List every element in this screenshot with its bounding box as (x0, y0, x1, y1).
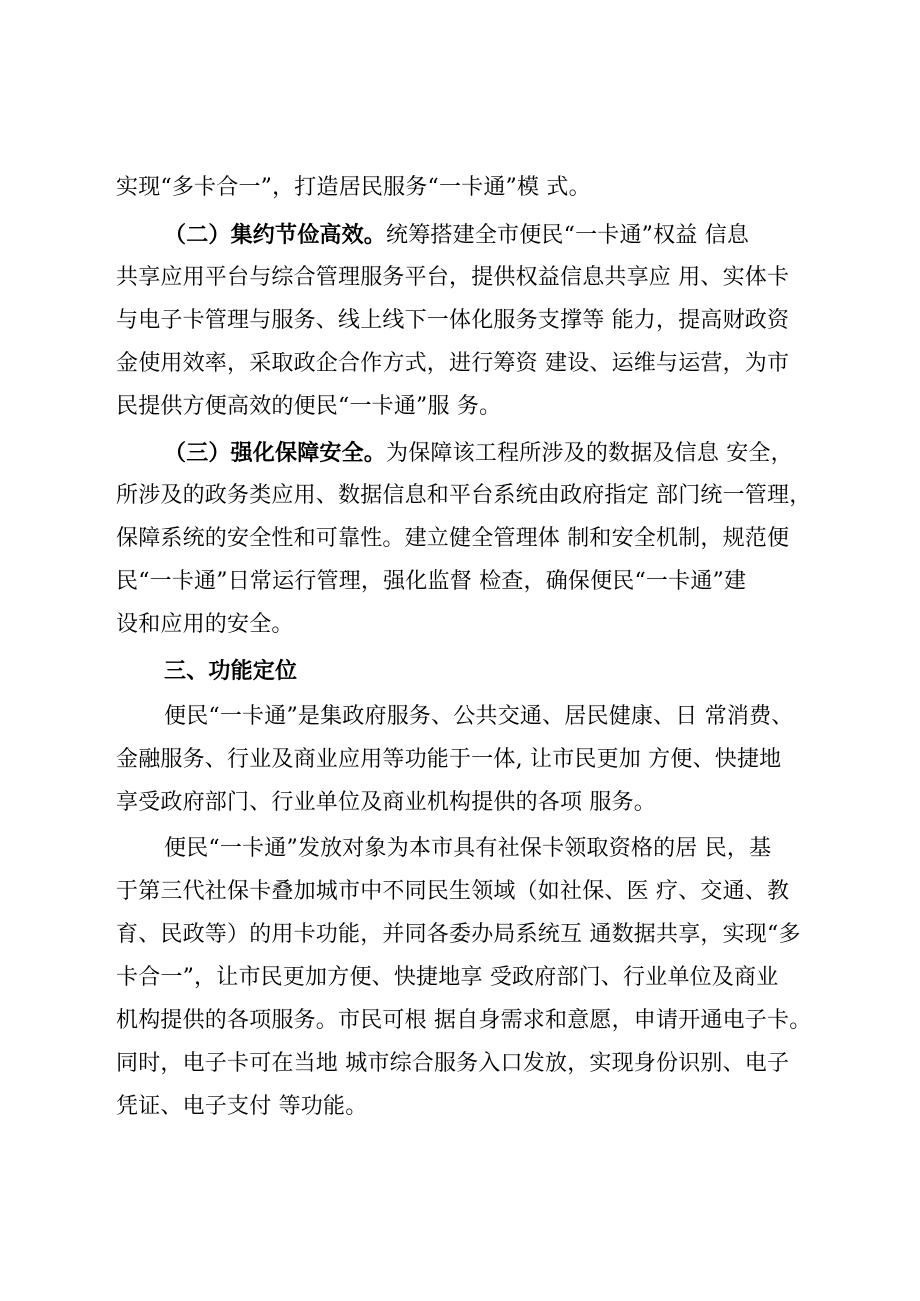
paragraph-5-line-7: 凭证、电子支付 等功能。 (116, 1094, 368, 1119)
paragraph-4-line-2: 金融服务、行业及商业应用等功能于一体, 让市民更加 方便、快捷地 (116, 747, 782, 772)
paragraph-2-line-3: 与电子卡管理与服务、线上线下一体化服务支撑等 能力，提高财政资 (116, 308, 790, 333)
paragraph-3-line-3: 保障系统的安全性和可靠性。建立健全管理体 制和安全机制，规范便 (116, 526, 790, 551)
paragraph-2-lead-in: （二）集约节俭高效。 (164, 222, 387, 248)
paragraph-3-line-1-rest: 为保障该工程所涉及的数据及信息 安全， (386, 441, 793, 466)
paragraph-5-line-2: 于第三代社保卡叠加城市中不同民生领域（如社保、医 疗、交通、教 (116, 879, 790, 904)
paragraph-2-line-1 (164, 220, 749, 250)
paragraph-3-line-5: 设和应用的安全。 (116, 612, 294, 637)
paragraph-5-line-6: 同时，电子卡可在当地 城市综合服务入口发放，实现身份识别、电子 (116, 1051, 790, 1076)
paragraph-2-line-4: 金使用效率，采取政企合作方式，进行筹资 建设、运维与运营，为市 (116, 351, 790, 376)
paragraph-2-line-1-rest: 统筹搭建全市便民“一卡通”权益 信息 (386, 223, 750, 248)
paragraph-3-line-1 (164, 438, 793, 468)
paragraph-3-lead-in: （三）强化保障安全。 (164, 440, 387, 466)
section-heading: 三、功能定位 (164, 658, 298, 684)
paragraph-5-line-4: 卡合一”，让市民更加方便、快捷地享 受政府部门、行业单位及商业 (116, 965, 779, 990)
paragraph-5-line-3: 育、民政等）的用卡功能，并同各委办局系统互 通数据共享，实现“多 (116, 922, 801, 947)
paragraph-5-line-5: 机构提供的各项服务。市民可根 据自身需求和意愿，申请开通电子卡。 (116, 1008, 812, 1033)
paragraph-3-line-2: 所涉及的政务类应用、数据信息和平台系统由政府指定 部门统一管理， (116, 483, 812, 508)
paragraph-2-line-2: 共享应用平台与综合管理服务平台，提供权益信息共享应 用、实体卡 (116, 265, 790, 290)
paragraph-4-line-1: 便民“一卡通”是集政府服务、公共交通、居民健康、日 常消费、 (164, 704, 794, 729)
paragraph-2-line-5: 民提供方便高效的便民“一卡通”服 务。 (116, 394, 502, 419)
paragraph-4-line-3: 享受政府部门、行业单位及商业机构提供的各项 服务。 (116, 790, 656, 815)
paragraph-3-line-4: 民“一卡通”日常运行管理，强化监督 检查，确保便民“一卡通”建 (116, 569, 747, 594)
paragraph-5-line-1: 便民“一卡通”发放对象为本市具有社保卡领取资格的居 民，基 (164, 836, 772, 861)
paragraph-1-line-1: 实现“多卡合一”，打造居民服务“一卡通”模 式。 (116, 175, 591, 200)
